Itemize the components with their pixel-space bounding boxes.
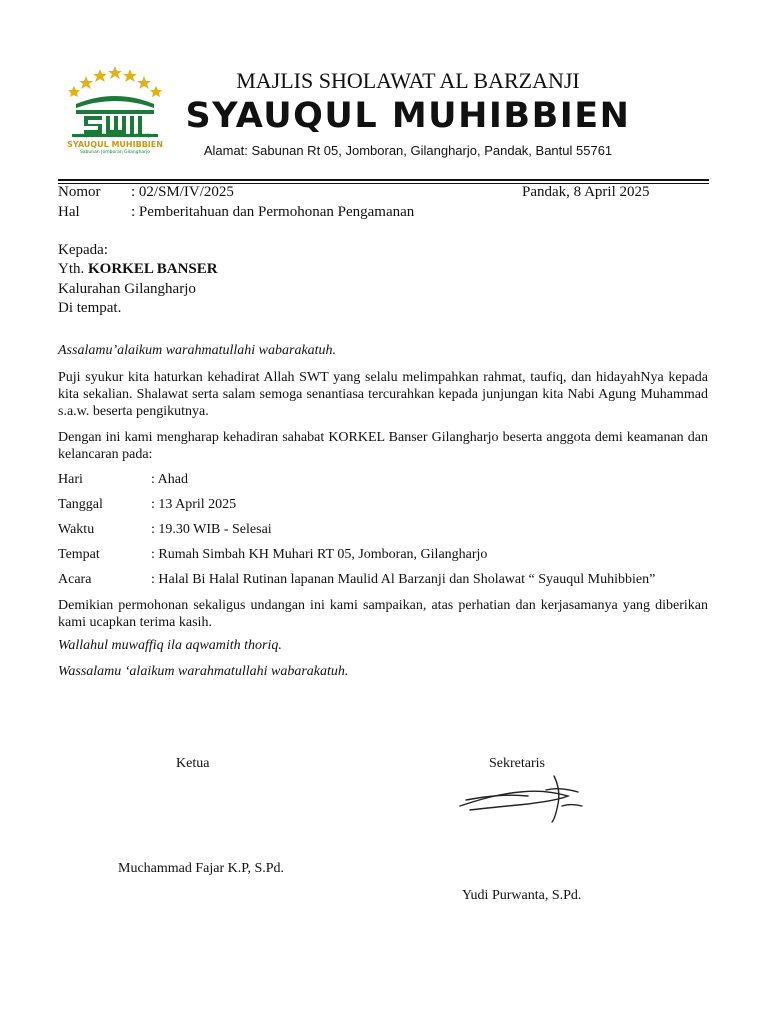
detail-tempat-label: Tempat bbox=[58, 547, 100, 562]
paragraph-request: Dengan ini kami mengharap kehadiran sahabat KORKEL Banser Gilangharjo beserta anggota demi keamanan dan kelancaran pada: bbox=[58, 430, 708, 462]
detail-hari-label: Hari bbox=[58, 472, 83, 487]
organization-line1: MAJLIS SHOLAWAT AL BARZANJI bbox=[236, 68, 580, 93]
closing-wallahul: Wallahul muwaffiq ila aqwamith thoriq. bbox=[58, 638, 282, 653]
nomor-label: Nomor bbox=[58, 184, 101, 200]
detail-waktu-label: Waktu bbox=[58, 522, 95, 537]
logo-name-text: SYAUQUL MUHIBBIEN bbox=[67, 140, 163, 149]
recipient-prefix: Yth. bbox=[58, 261, 88, 277]
recipient-location: Kalurahan Gilangharjo bbox=[58, 281, 196, 297]
detail-waktu-value: : 19.30 WIB - Selesai bbox=[151, 522, 272, 537]
nomor-value: : 02/SM/IV/2025 bbox=[131, 184, 234, 200]
organization-name: SYAUQUL MUHIBBIEN bbox=[185, 96, 631, 136]
opening-greeting: Assalamu’alaikum warahmatullahi wabarakatuh. bbox=[58, 343, 337, 358]
recipient-kepada: Kepada: bbox=[58, 242, 108, 258]
signature-right-name: Yudi Purwanta, S.Pd. bbox=[462, 888, 582, 903]
detail-tempat-value: : Rumah Simbah KH Muhari RT 05, Jomboran, Gilangharjo bbox=[151, 547, 488, 562]
recipient-di-tempat: Di tempat. bbox=[58, 300, 122, 316]
logo-sub-text: Sabunan Jomboran Gilangharjo bbox=[79, 150, 151, 155]
detail-hari-value: : Ahad bbox=[151, 472, 188, 487]
hal-label: Hal bbox=[58, 204, 80, 220]
closing-wassalamu: Wassalamu ‘alaikum warahmatullahi wabarakatuh. bbox=[58, 664, 349, 679]
header-divider-thick bbox=[58, 179, 709, 181]
paragraph-opening: Puji syukur kita haturkan kehadirat Allah SWT yang selalu melimpahkan rahmat, taufiq, dan hidayahNya kepada kita sekalian. Shalawat serta salam semoga senantiasa tercurahkan kepada junjungan kita Nabi Agung Muhammad s.a.w. beserta pengikutnya. bbox=[58, 370, 708, 419]
hal-value: : Pemberitahuan dan Permohonan Pengamanan bbox=[131, 204, 415, 220]
handwritten-signature-icon bbox=[458, 770, 584, 826]
detail-tanggal-value: : 13 April 2025 bbox=[151, 497, 237, 512]
organization-logo bbox=[62, 64, 168, 162]
detail-acara-label: Acara bbox=[58, 572, 92, 587]
organization-address: Alamat: Sabunan Rt 05, Jomboran, Gilangharjo, Pandak, Bantul 55761 bbox=[203, 143, 613, 158]
signature-left-title: Ketua bbox=[176, 756, 210, 771]
logo-top-text: MAJLIS SHOLAWAT AL BARZANJI bbox=[79, 134, 151, 139]
recipient-name: KORKEL BANSER bbox=[88, 261, 218, 277]
detail-tanggal-label: Tanggal bbox=[58, 497, 103, 512]
signature-left-name: Muchammad Fajar K.P, S.Pd. bbox=[118, 861, 285, 876]
letter-date: Pandak, 8 April 2025 bbox=[522, 184, 650, 200]
signature-right-title: Sekretaris bbox=[489, 756, 545, 771]
paragraph-closing: Demikian permohonan sekaligus undangan ini kami sampaikan, atas perhatian dan kerjasamanya yang diberikan kami ucapkan terima kasih. bbox=[58, 598, 708, 630]
recipient-name-line bbox=[58, 261, 218, 278]
detail-acara-value: : Halal Bi Halal Rutinan lapanan Maulid Al Barzanji dan Sholawat “ Syauqul Muhibbien” bbox=[151, 572, 656, 587]
